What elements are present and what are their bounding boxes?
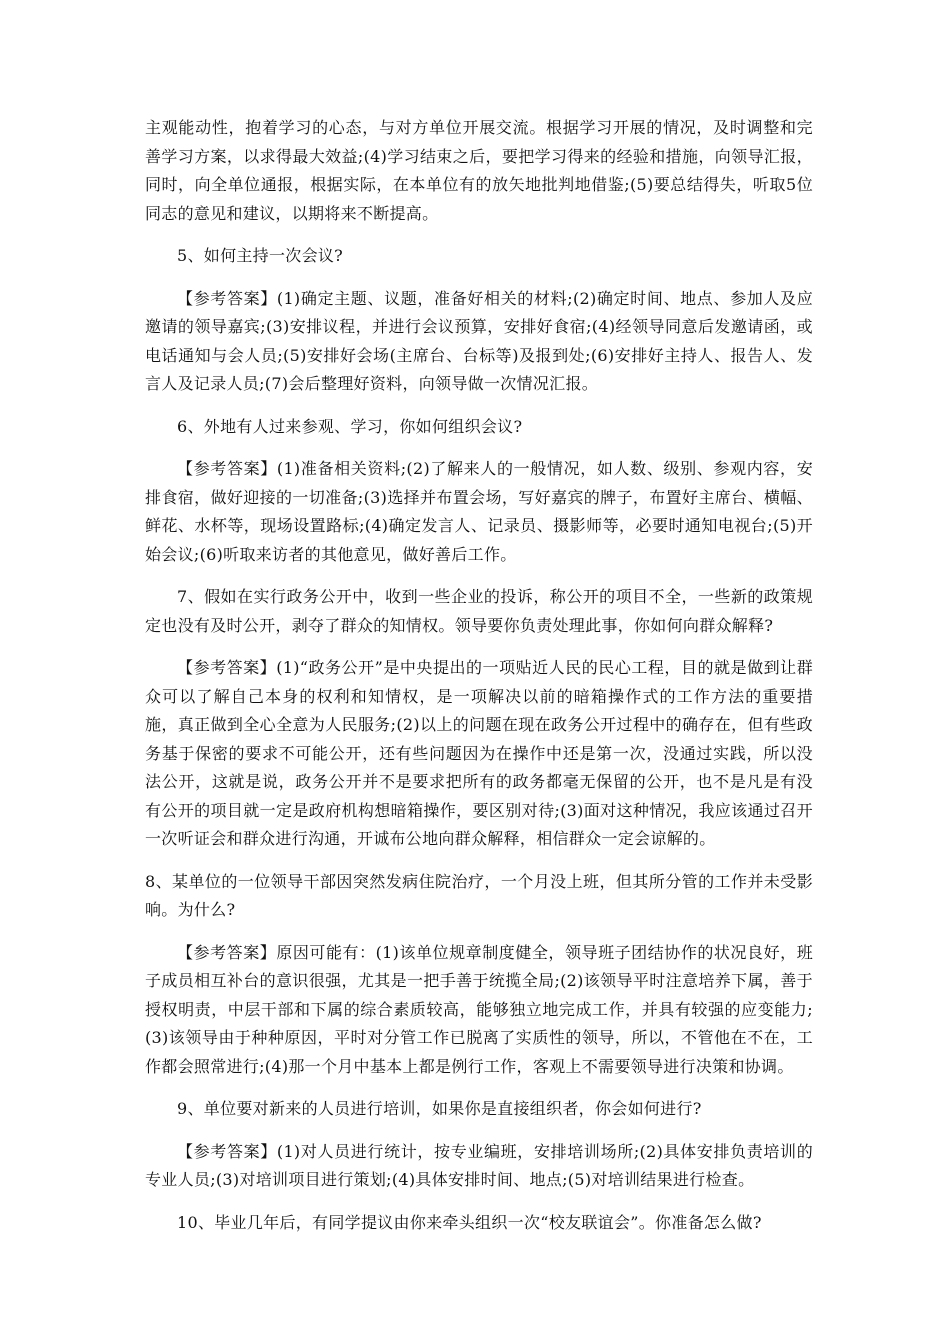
answer-7: 【参考答案】(1)“政务公开”是中央提出的一项贴近人民的民心工程，目的就是做到让群众可以了解自己本身的权利和知情权，是一项解决以前的暗箱操作式的工作方法的重要措施，真正做到全心全意为人民服务;(2)以上的问题在现在政务公开过程中的确存在，但有些政务基于保密的要求不可能公开，还有些问题因为在操作中还是第一次，没通过实践，所以没法公开，这就是说，政务公开并不是要求把所有的政务都毫无保留的公开，也不是凡是有没有公开的项目就一定是政府机构想暗箱操作，要区别对待;(3)面对这种情况，我应该通过召开一次听证会和群众进行沟通，开诚布公地向群众解释，相信群众一定会谅解的。 — [145, 658, 813, 848]
question-9: 9、单位要对新来的人员进行培训，如果你是直接组织者，你会如何进行? — [177, 1099, 702, 1118]
question-8: 8、某单位的一位领导干部因突然发病住院治疗，一个月没上班，但其所分管的工作并未受影响。为什么? — [145, 871, 813, 919]
answer-9: 【参考答案】(1)对人员进行统计，按专业编班，安排培训场所;(2)具体安排负责培训的专业人员;(3)对培训项目进行策划;(4)具体安排时间、地点;(5)对培训结果进行检查。 — [145, 1141, 813, 1189]
document-page — [145, 114, 813, 1251]
answer-6: 【参考答案】(1)准备相关资料;(2)了解来人的一般情况，如人数、级别、参观内容，安排食宿，做好迎接的一切准备;(3)选择并布置会场，写好嘉宾的牌子，布置好主席台、横幅、鲜花、水杯等，现场设置路标;(4)确定发言人、记录员、摄影师等，必要时通知电视台;(5)开始会议;(6)听取来访者的其他意见，做好善后工作。 — [145, 459, 813, 564]
question-10: 10、毕业几年后，有同学提议由你来牵头组织一次“校友联谊会”。你准备怎么做? — [177, 1212, 762, 1232]
answer-5: 【参考答案】(1)确定主题、议题，准备好相关的材料;(2)确定时间、地点、参加人及应邀请的领导嘉宾;(3)安排议程，并进行会议预算，安排好食宿;(4)经领导同意后发邀请函，或电话通知与会人员;(5)安排好会场(主席台、台标等)及报到处;(6)安排好主持人、报告人、发言人及记录人员;(7)会后整理好资料，向领导做一次情况汇报。 — [145, 288, 813, 393]
question-6: 6、外地有人过来参观、学习，你如何组织会议? — [177, 416, 523, 436]
answer-8: 【参考答案】原因可能有：(1)该单位规章制度健全，领导班子团结协作的状况良好，班子成员相互补台的意识很强，尤其是一把手善于统揽全局;(2)该领导平时注意培养下属，善于授权明责，中层干部和下属的综合素质较高，能够独立地完成工作，并具有较强的应变能力;(3)该领导由于种种原因，平时对分管工作已脱离了实质性的领导，所以，不管他在不在，工作都会照常进行;(4)那一个月中基本上都是例行工作，客观上不需要领导进行决策和协调。 — [145, 942, 813, 1076]
question-7: 7、假如在实行政务公开中，收到一些企业的投诉，称公开的项目不全，一些新的政策规定也没有及时公开，剥夺了群众的知情权。领导要你负责处理此事，你如何向群众解释? — [145, 587, 813, 635]
question-5: 5、如何主持一次会议? — [177, 246, 344, 265]
answer-paragraph-4-continued: 主观能动性，抱着学习的心态，与对方单位开展交流。根据学习开展的情况，及时调整和完善学习方案，以求得最大效益;(4)学习结束之后，要把学习得来的经验和措施，向领导汇报，同时，向全单位通报，根据实际，在本单位有的放矢地批判地借鉴;(5)要总结得失，听取5位同志的意见和建议，以期将来不断提高。 — [145, 118, 813, 223]
